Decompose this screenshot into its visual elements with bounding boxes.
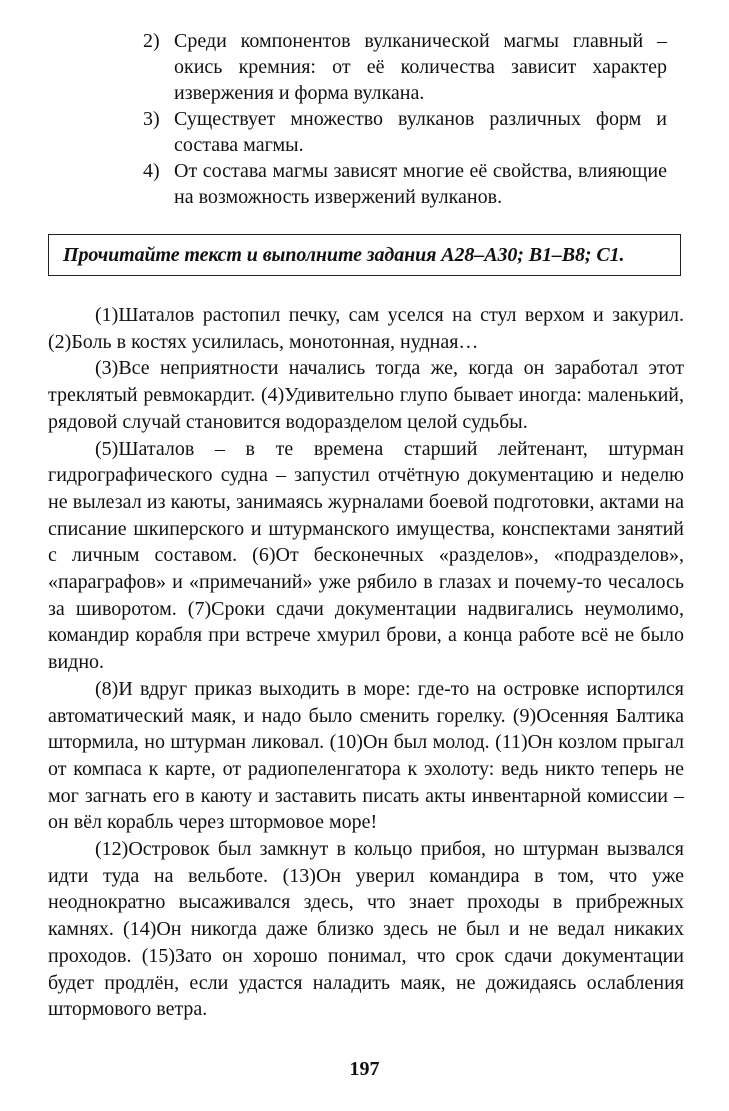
answer-options-list xyxy=(143,28,667,210)
answer-option-number: 2) xyxy=(143,30,160,52)
answer-option-text: Существует множество вулканов различных форм и состава магмы. xyxy=(174,108,667,156)
task-instruction-box xyxy=(48,234,681,276)
paragraph: (3)Все неприятности начались тогда же, когда он заработал этот треклятый ревмокардит. (4)Удивительно глупо бывает иногда: маленький, рядовой случай становится водоразделом целой судьбы. xyxy=(48,357,684,433)
page-number: 197 xyxy=(349,1058,380,1080)
answer-option-2 xyxy=(143,28,667,106)
answer-option-number: 4) xyxy=(143,160,160,182)
answer-option-3 xyxy=(143,106,667,158)
paragraph: (1)Шаталов растопил печку, сам уселся на стул верхом и закурил. (2)Боль в костях усилилась, монотонная, нудная… xyxy=(48,304,684,353)
answer-option-text: Среди компонентов вулканической магмы главный – окись кремния: от её количества зависит характер извержения и форма вулкана. xyxy=(174,30,667,104)
answer-option-4 xyxy=(143,158,667,210)
answer-option-text: От состава магмы зависят многие её свойства, влияющие на возможность извержений вулканов. xyxy=(174,160,667,208)
paragraph: (12)Островок был замкнут в кольцо прибоя, но штурман вызвался идти туда на вельботе. (13)Он уверил командира в том, что уже неоднократно высаживался здесь, что знает проходы в прибрежных камнях. (14)Он никогда даже близко здесь не был и не ведал никаких проходов. (15)Зато он хорошо понимал, что срок сдачи документации будет продлён, если удастся наладить маяк, не дожидаясь ослабления штормового ветра. xyxy=(48,838,684,1021)
task-instruction: Прочитайте текст и выполните задания А28–А30; В1–В8; С1. xyxy=(63,243,625,266)
paragraph: (5)Шаталов – в те времена старший лейтенант, штурман гидрографического судна – запустил отчётную документацию и неделю не вылезал из каюты, занимаясь журналами боевой подготовки, актами на списание шкиперского и штурманского имущества, конспектами занятий с личным составом. (6)От бесконечных «разделов», «подразделов», «параграфов» и «примечаний» уже рябило в глазах и почему-то чесалось за шиворотом. (7)Сроки сдачи документации надвигались неумолимо, командир корабля при встрече хмурил брови, а конца работе всё не было видно. xyxy=(48,437,684,674)
reading-text xyxy=(48,302,684,1023)
paragraph: (8)И вдруг приказ выходить в море: где-то на островке испортился автоматический маяк, и надо было сменить горелку. (9)Осенняя Балтика штормила, но штурман ликовал. (10)Он был молод. (11)Он козлом прыгал от компаса к карте, от радиопеленгатора к эхолоту: ведь никто теперь не мог загнать его в каюту и заставить писать акты инвентарной комиссии – он вёл корабль через штормовое море! xyxy=(48,677,684,834)
answer-option-number: 3) xyxy=(143,108,160,130)
